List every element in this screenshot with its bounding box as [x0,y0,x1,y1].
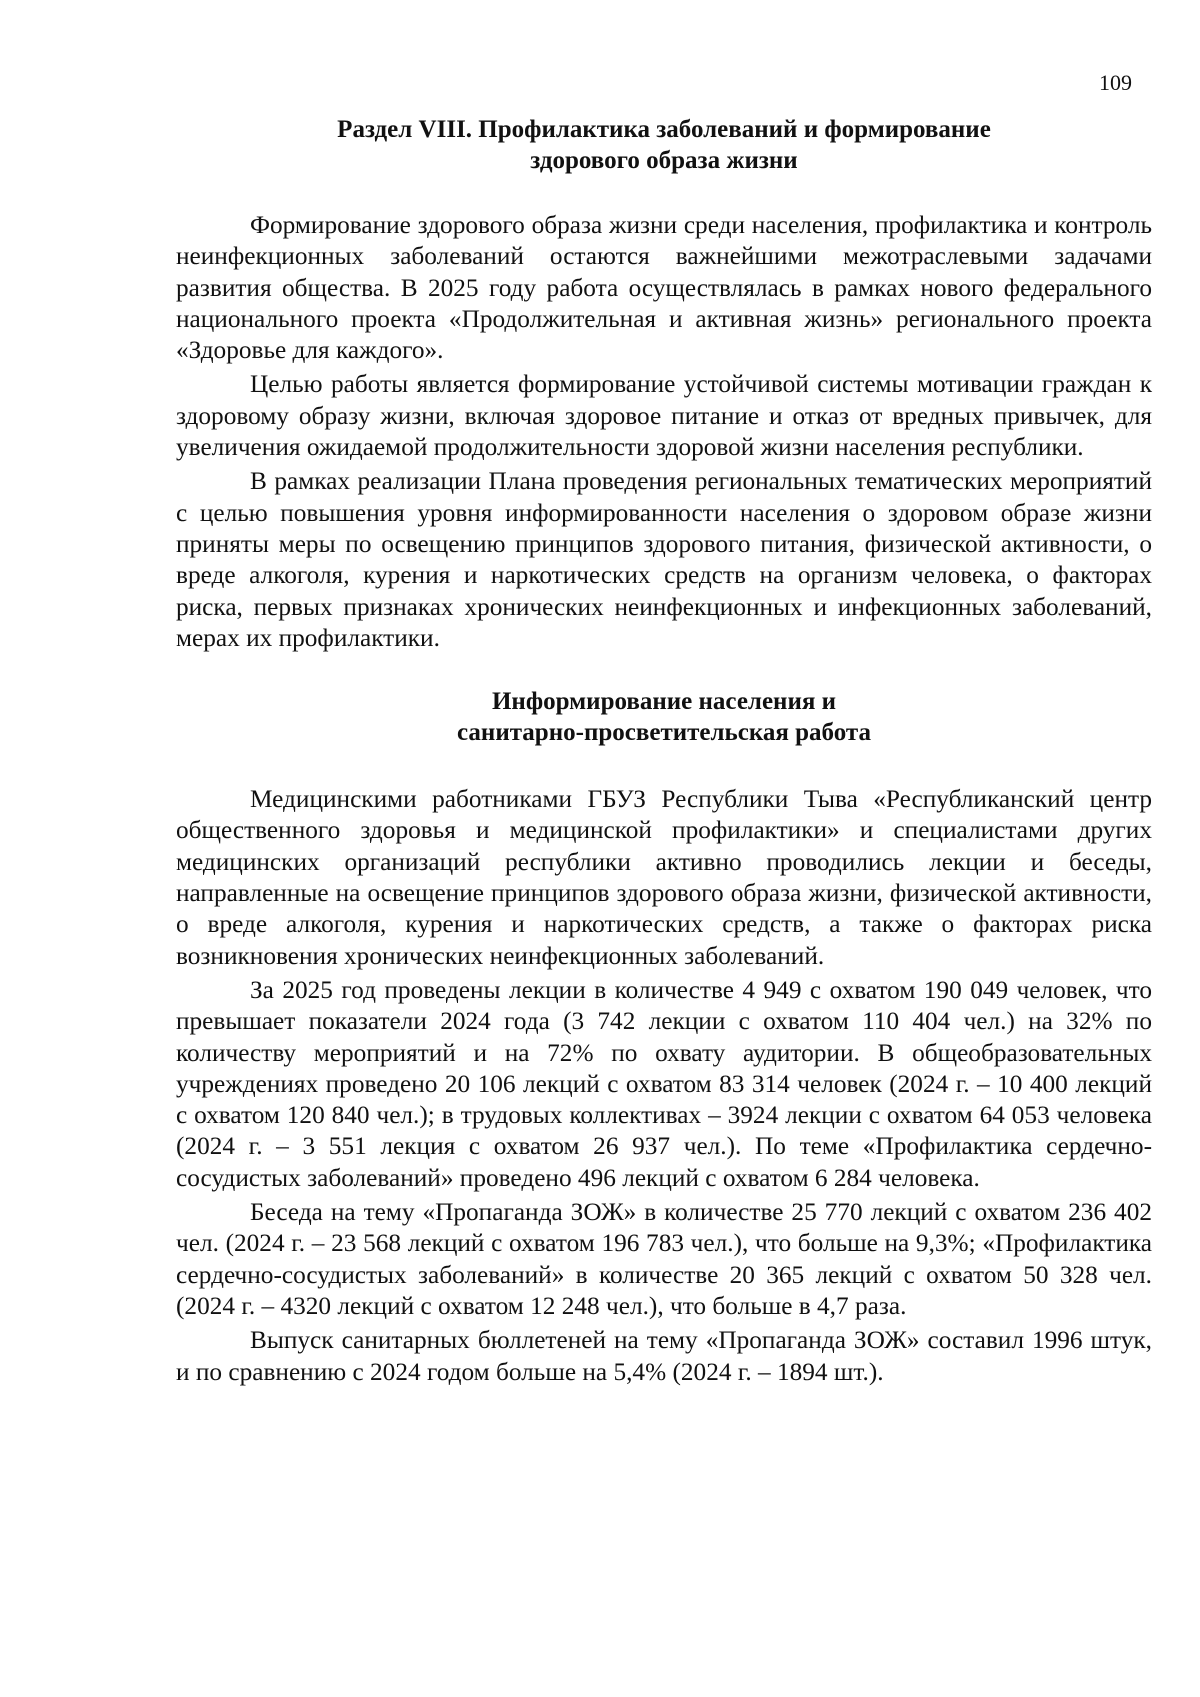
paragraph: Медицинскими работниками ГБУЗ Республики Тыва «Республиканский центр общественного здоровья и медицинской профилактики» и специалистами других медицинских организаций республики активно проводились лекции и беседы, направленные на освещение принципов здорового образа жизни, физической активности, о вреде алкоголя, курения и наркотических средств, а также о факторах риска возникновения хронических неинфекционных заболеваний. [176,785,1152,970]
paragraph: Выпуск санитарных бюллетеней на тему «Пропаганда ЗОЖ» составил 1996 штук, и по сравнению с 2024 годом больше на 5,4% (2024 г. – 1894 шт.). [176,1326,1152,1386]
section-title [176,114,1152,176]
subsection-title-line-2: санитарно-просветительская работа [457,719,871,747]
paragraph: Целью работы является формирование устойчивой системы мотивации граждан к здоровому образу жизни, включая здоровое питание и отказ от вредных привычек, для увеличения ожидаемой продолжительности здоровой жизни населения республики. [176,370,1152,462]
section-title-line-2: здорового образа жизни [530,147,798,174]
subsection-title-line-1: Информирование населения и [491,688,837,716]
subsection-title [176,686,1152,748]
document-body [176,114,1152,1391]
paragraph: Формирование здорового образа жизни среди населения, профилактика и контроль неинфекционных заболеваний остаются важнейшими межотраслевыми задачами развития общества. В 2025 году работа осуществлялась в рамках нового федерального национального проекта «Продолжительная и активная жизнь» регионального проекта «Здоровье для каждого». [176,211,1152,365]
paragraph: Беседа на тему «Пропаганда ЗОЖ» в количестве 25 770 лекций с охватом 236 402 чел. (2024 г. – 23 568 лекций с охватом 196 783 чел.), что больше на 9,3%; «Профилактика сердечно-сосудистых заболеваний» в количестве 20 365 лекций с охватом 50 328 чел. (2024 г. – 4320 лекций с охватом 12 248 чел.), что больше в 4,7 раза. [176,1198,1152,1320]
paragraph: За 2025 год проведены лекции в количестве 4 949 с охватом 190 049 человек, что превышает показатели 2024 года (3 742 лекции с охватом 110 404 чел.) на 32% по количеству мероприятий и на 72% по охвату аудитории. В общеобразовательных учреждениях проведено 20 106 лекций с охватом 83 314 человек (2024 г. – 10 400 лекций с охватом 120 840 чел.); в трудовых коллективах – 3924 лекции с охватом 64 053 человека (2024 г. – 3 551 лекция с охватом 26 937 чел.). По теме «Профилактика сердечно-сосудистых заболеваний» проведено 496 лекций с охватом 6 284 человека. [176,975,1152,1192]
page-number: 109 [1099,70,1132,95]
section-title-line-1: Раздел VIII. Профилактика заболеваний и формирование [337,116,991,143]
paragraph: В рамках реализации Плана проведения региональных тематических мероприятий с целью повышения уровня информированности населения о здоровом образе жизни приняты меры по освещению принципов здорового питания, физической активности, о вреде алкоголя, курения и наркотических средств на организм человека, о факторах риска, первых признаках хронических неинфекционных и инфекционных заболеваний, мерах их профилактики. [176,467,1152,652]
